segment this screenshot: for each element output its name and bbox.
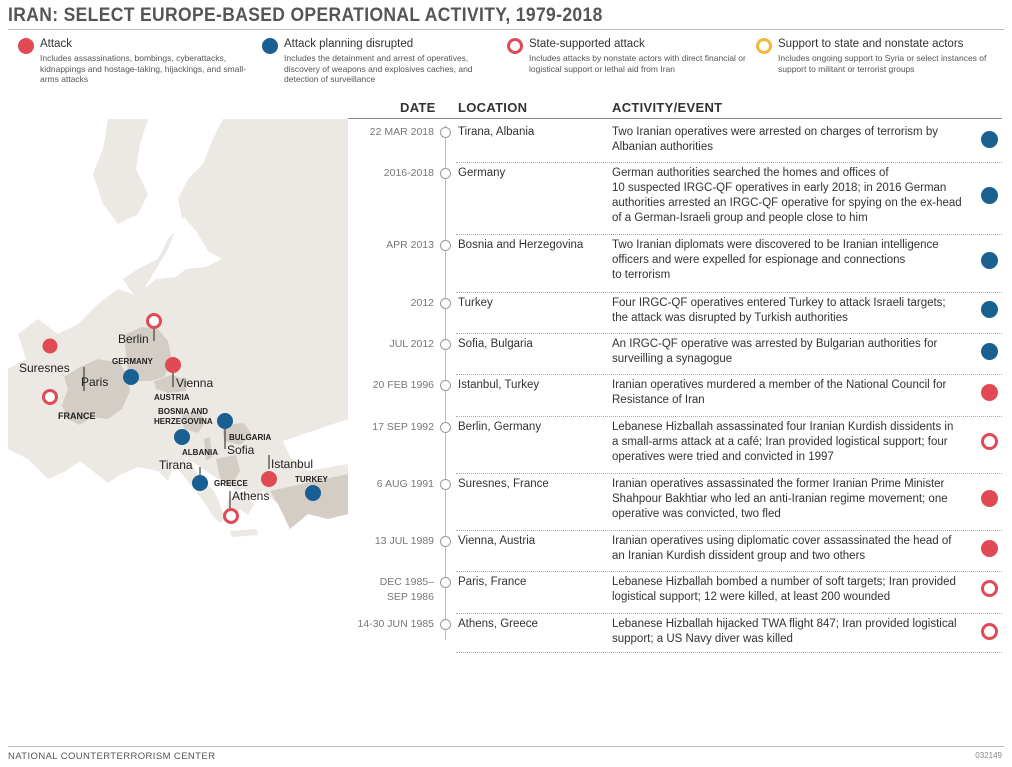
row-separator [456, 292, 1002, 293]
event-date-line: DEC 1985– [379, 576, 434, 588]
city-label-sofia: Sofia [227, 443, 255, 457]
title-divider [8, 29, 1004, 30]
event-location: Istanbul, Turkey [458, 379, 540, 391]
marker-tirana-disrupted [192, 475, 208, 491]
state-symbol-icon [981, 580, 998, 597]
event-activity-line: a small-arms attack at a café; Iran provided logistical support; four [612, 436, 948, 448]
legend-description: Includes assassinations, bombings, cyberattacks, kidnappings and hostage-taking, hijackings, and small-arms attacks [40, 53, 247, 84]
event-activity-line: An IRGC-QF operative was arrested by Bulgarian authorities for [612, 338, 938, 350]
timeline-node [440, 298, 451, 309]
country-label-bosnia-line2: HERZEGOVINA [154, 417, 213, 426]
city-label-paris: Paris [81, 375, 109, 389]
event-activity-line: to terrorism [612, 269, 671, 281]
event-activity-line: Iranian operatives using diplomatic cover assassinated the head of [612, 535, 952, 547]
event-activity-line: surveilling a synagogue [612, 353, 733, 365]
legend-label: State-supported attack [529, 38, 645, 50]
timeline-node [440, 339, 451, 350]
attack-symbol-icon [981, 490, 998, 507]
row-separator [456, 652, 1002, 653]
event-activity [612, 378, 974, 408]
event-date-line: 6 AUG 1991 [376, 478, 434, 490]
event-activity [612, 125, 974, 155]
event-date [348, 575, 434, 605]
column-header-location: LOCATION [458, 100, 528, 115]
event-activity-line: of a German-Israeli group and people close to him [612, 212, 868, 224]
europe-map [8, 119, 348, 744]
legend-label: Attack [40, 38, 72, 50]
footer-source: NATIONAL COUNTERTERRORISM CENTER [8, 751, 216, 762]
event-activity [612, 337, 974, 367]
city-label-tirana: Tirana [159, 458, 193, 472]
marker-vienna-attack [165, 357, 181, 373]
country-label-greece: GREECE [214, 479, 248, 488]
row-separator [456, 571, 1002, 572]
country-label-germany: GERMANY [112, 357, 153, 366]
event-location: Turkey [458, 297, 493, 309]
city-label-suresnes: Suresnes [19, 361, 70, 375]
event-activity-line: support; a US Navy diver was killed [612, 633, 793, 645]
event-activity-line: Lebanese Hizballah bombed a number of soft targets; Iran provided [612, 576, 956, 588]
disrupted-symbol-icon [262, 38, 278, 54]
event-activity-line: officers and were expelled for espionage and connections [612, 254, 906, 266]
marker-berlin-state-supported [148, 315, 161, 328]
event-activity-line: German authorities searched the homes and offices of [612, 167, 889, 179]
timeline-node [440, 127, 451, 138]
event-activity-line: Two Iranian diplomats were discovered to be Iranian intelligence [612, 239, 939, 251]
marker-athens-state-supported [225, 510, 238, 523]
event-activity-line: Lebanese Hizballah hijacked TWA flight 847; Iran provided logistical [612, 618, 957, 630]
marker-sofia-disrupted [217, 413, 233, 429]
event-date-line: 20 FEB 1996 [372, 379, 434, 391]
event-date [348, 378, 434, 393]
event-location: Berlin, Germany [458, 421, 542, 433]
event-activity-line: Albanian authorities [612, 141, 714, 153]
event-activity [612, 420, 974, 465]
marker-suresnes-attack [43, 339, 58, 354]
event-location: Athens, Greece [458, 618, 538, 630]
event-date-line: JUL 2012 [389, 338, 434, 350]
timeline-node [440, 168, 451, 179]
page-title: IRAN: SELECT EUROPE-BASED OPERATIONAL ACTIVITY, 1979-2018 [8, 5, 603, 26]
event-activity-line: 10 suspected IRGC-QF operatives in early 2018; in 2016 German [612, 182, 947, 194]
event-date [348, 337, 434, 352]
event-activity-line: Resistance of Iran [612, 394, 705, 406]
event-date [348, 125, 434, 140]
country-label-austria: AUSTRIA [154, 393, 190, 402]
event-date [348, 477, 434, 492]
event-activity [612, 477, 974, 522]
disrupted-symbol-icon [981, 131, 998, 148]
row-separator [456, 473, 1002, 474]
city-label-istanbul: Istanbul [271, 457, 314, 471]
row-separator [456, 234, 1002, 235]
header-divider [348, 118, 1002, 119]
event-date [348, 166, 434, 181]
timeline-node [440, 240, 451, 251]
event-activity-line: Two Iranian operatives were arrested on charges of terrorism by [612, 126, 938, 138]
column-header-date: DATE [400, 100, 436, 115]
event-location: Paris, France [458, 576, 527, 588]
country-label-bosnia-line1: BOSNIA AND [158, 407, 209, 416]
event-activity-line: Shahpour Bakhtiar who led an anti-Iranian regime movement; one [612, 493, 948, 505]
legend-description: Includes the detainment and arrest of operatives, discovery of weapons and explosives caches, and detection of surveillance [284, 53, 473, 84]
event-date [348, 238, 434, 253]
country-label-bulgaria: BULGARIA [229, 433, 272, 442]
legend-description: Includes ongoing support to Syria or select instances of support to militant or terrorist groups [778, 53, 987, 74]
event-activity [612, 534, 974, 564]
event-activity-line: authorities arrested an IRGC-QF operative for spying on the ex-head [612, 197, 962, 209]
city-label-athens: Athens [232, 489, 270, 503]
event-date [348, 617, 434, 632]
timeline-node [440, 536, 451, 547]
event-date-line: 13 JUL 1989 [374, 535, 434, 547]
marker-paris-state-supported [44, 391, 57, 404]
event-activity [612, 617, 974, 647]
event-date-line: 2016-2018 [383, 167, 434, 179]
timeline-node [440, 422, 451, 433]
attack-symbol-icon [981, 540, 998, 557]
timeline-node [440, 380, 451, 391]
city-label-berlin: Berlin [118, 332, 149, 346]
graphic-code: 032149 [975, 751, 1002, 760]
support-symbol-icon [756, 38, 772, 54]
city-label-vienna: Vienna [176, 376, 214, 390]
country-label-france: FRANCE [58, 411, 96, 421]
disrupted-symbol-icon [981, 187, 998, 204]
event-date [348, 296, 434, 311]
legend-description: Includes attacks by nonstate actors with direct financial or logistical support or lethal aid from Iran [529, 53, 746, 74]
legend-label: Support to state and nonstate actors [778, 38, 964, 50]
state-symbol-icon [981, 623, 998, 640]
country-label-albania: ALBANIA [182, 448, 218, 457]
event-activity-line: Iranian operatives murdered a member of the National Council for [612, 379, 947, 391]
marker-germany-disrupted [123, 369, 139, 385]
event-activity [612, 166, 974, 226]
row-separator [456, 333, 1002, 334]
column-header-activity: ACTIVITY/EVENT [612, 100, 723, 115]
event-date [348, 420, 434, 435]
event-activity [612, 238, 974, 283]
event-date-line: 17 SEP 1992 [372, 421, 434, 433]
row-separator [456, 416, 1002, 417]
event-location: Germany [458, 167, 506, 179]
timeline-node [440, 577, 451, 588]
event-activity [612, 296, 974, 326]
event-activity-line: Four IRGC-QF operatives entered Turkey to attack Israeli targets; [612, 297, 946, 309]
row-separator [456, 374, 1002, 375]
event-activity-line: Iranian operatives assassinated the former Iranian Prime Minister [612, 478, 945, 490]
event-activity-line: operatives were tried and convicted in 1997 [612, 451, 834, 463]
disrupted-symbol-icon [981, 301, 998, 318]
marker-bosnia-disrupted [174, 429, 190, 445]
event-location: Tirana, Albania [458, 126, 535, 138]
event-date-line: 22 MAR 2018 [369, 126, 434, 138]
event-date-line: SEP 1986 [386, 591, 434, 603]
row-separator [456, 530, 1002, 531]
event-date [348, 534, 434, 549]
event-activity [612, 575, 974, 605]
row-separator [456, 162, 1002, 163]
event-location: Suresnes, France [458, 478, 549, 490]
marker-istanbul-attack [261, 471, 277, 487]
event-location: Sofia, Bulgaria [458, 338, 533, 350]
event-location: Bosnia and Herzegovina [458, 239, 584, 251]
legend-label: Attack planning disrupted [284, 38, 414, 50]
state-symbol-icon [981, 433, 998, 450]
event-date-line: 14-30 JUN 1985 [357, 618, 434, 630]
row-separator [456, 613, 1002, 614]
event-activity-line: operative was convicted, two fled [612, 508, 781, 520]
country-label-turkey: TURKEY [295, 475, 328, 484]
event-activity-line: Lebanese Hizballah assassinated four Iranian Kurdish dissidents in [612, 421, 954, 433]
disrupted-symbol-icon [981, 252, 998, 269]
footer-divider [8, 746, 1004, 747]
state-supported-symbol-icon [507, 38, 523, 54]
attack-symbol-icon [981, 384, 998, 401]
event-location: Vienna, Austria [458, 535, 536, 547]
disrupted-symbol-icon [981, 343, 998, 360]
timeline-node [440, 619, 451, 630]
event-date-line: APR 2013 [386, 239, 434, 251]
event-activity-line: an Iranian Kurdish dissident group and two others [612, 550, 866, 562]
timeline-node [440, 479, 451, 490]
event-activity-line: logistical support; 12 were killed, at least 200 wounded [612, 591, 891, 603]
marker-turkey-disrupted [305, 485, 321, 501]
event-activity-line: the attack was disrupted by Turkish authorities [612, 312, 848, 324]
attack-symbol-icon [18, 38, 34, 54]
event-date-line: 2012 [410, 297, 434, 309]
